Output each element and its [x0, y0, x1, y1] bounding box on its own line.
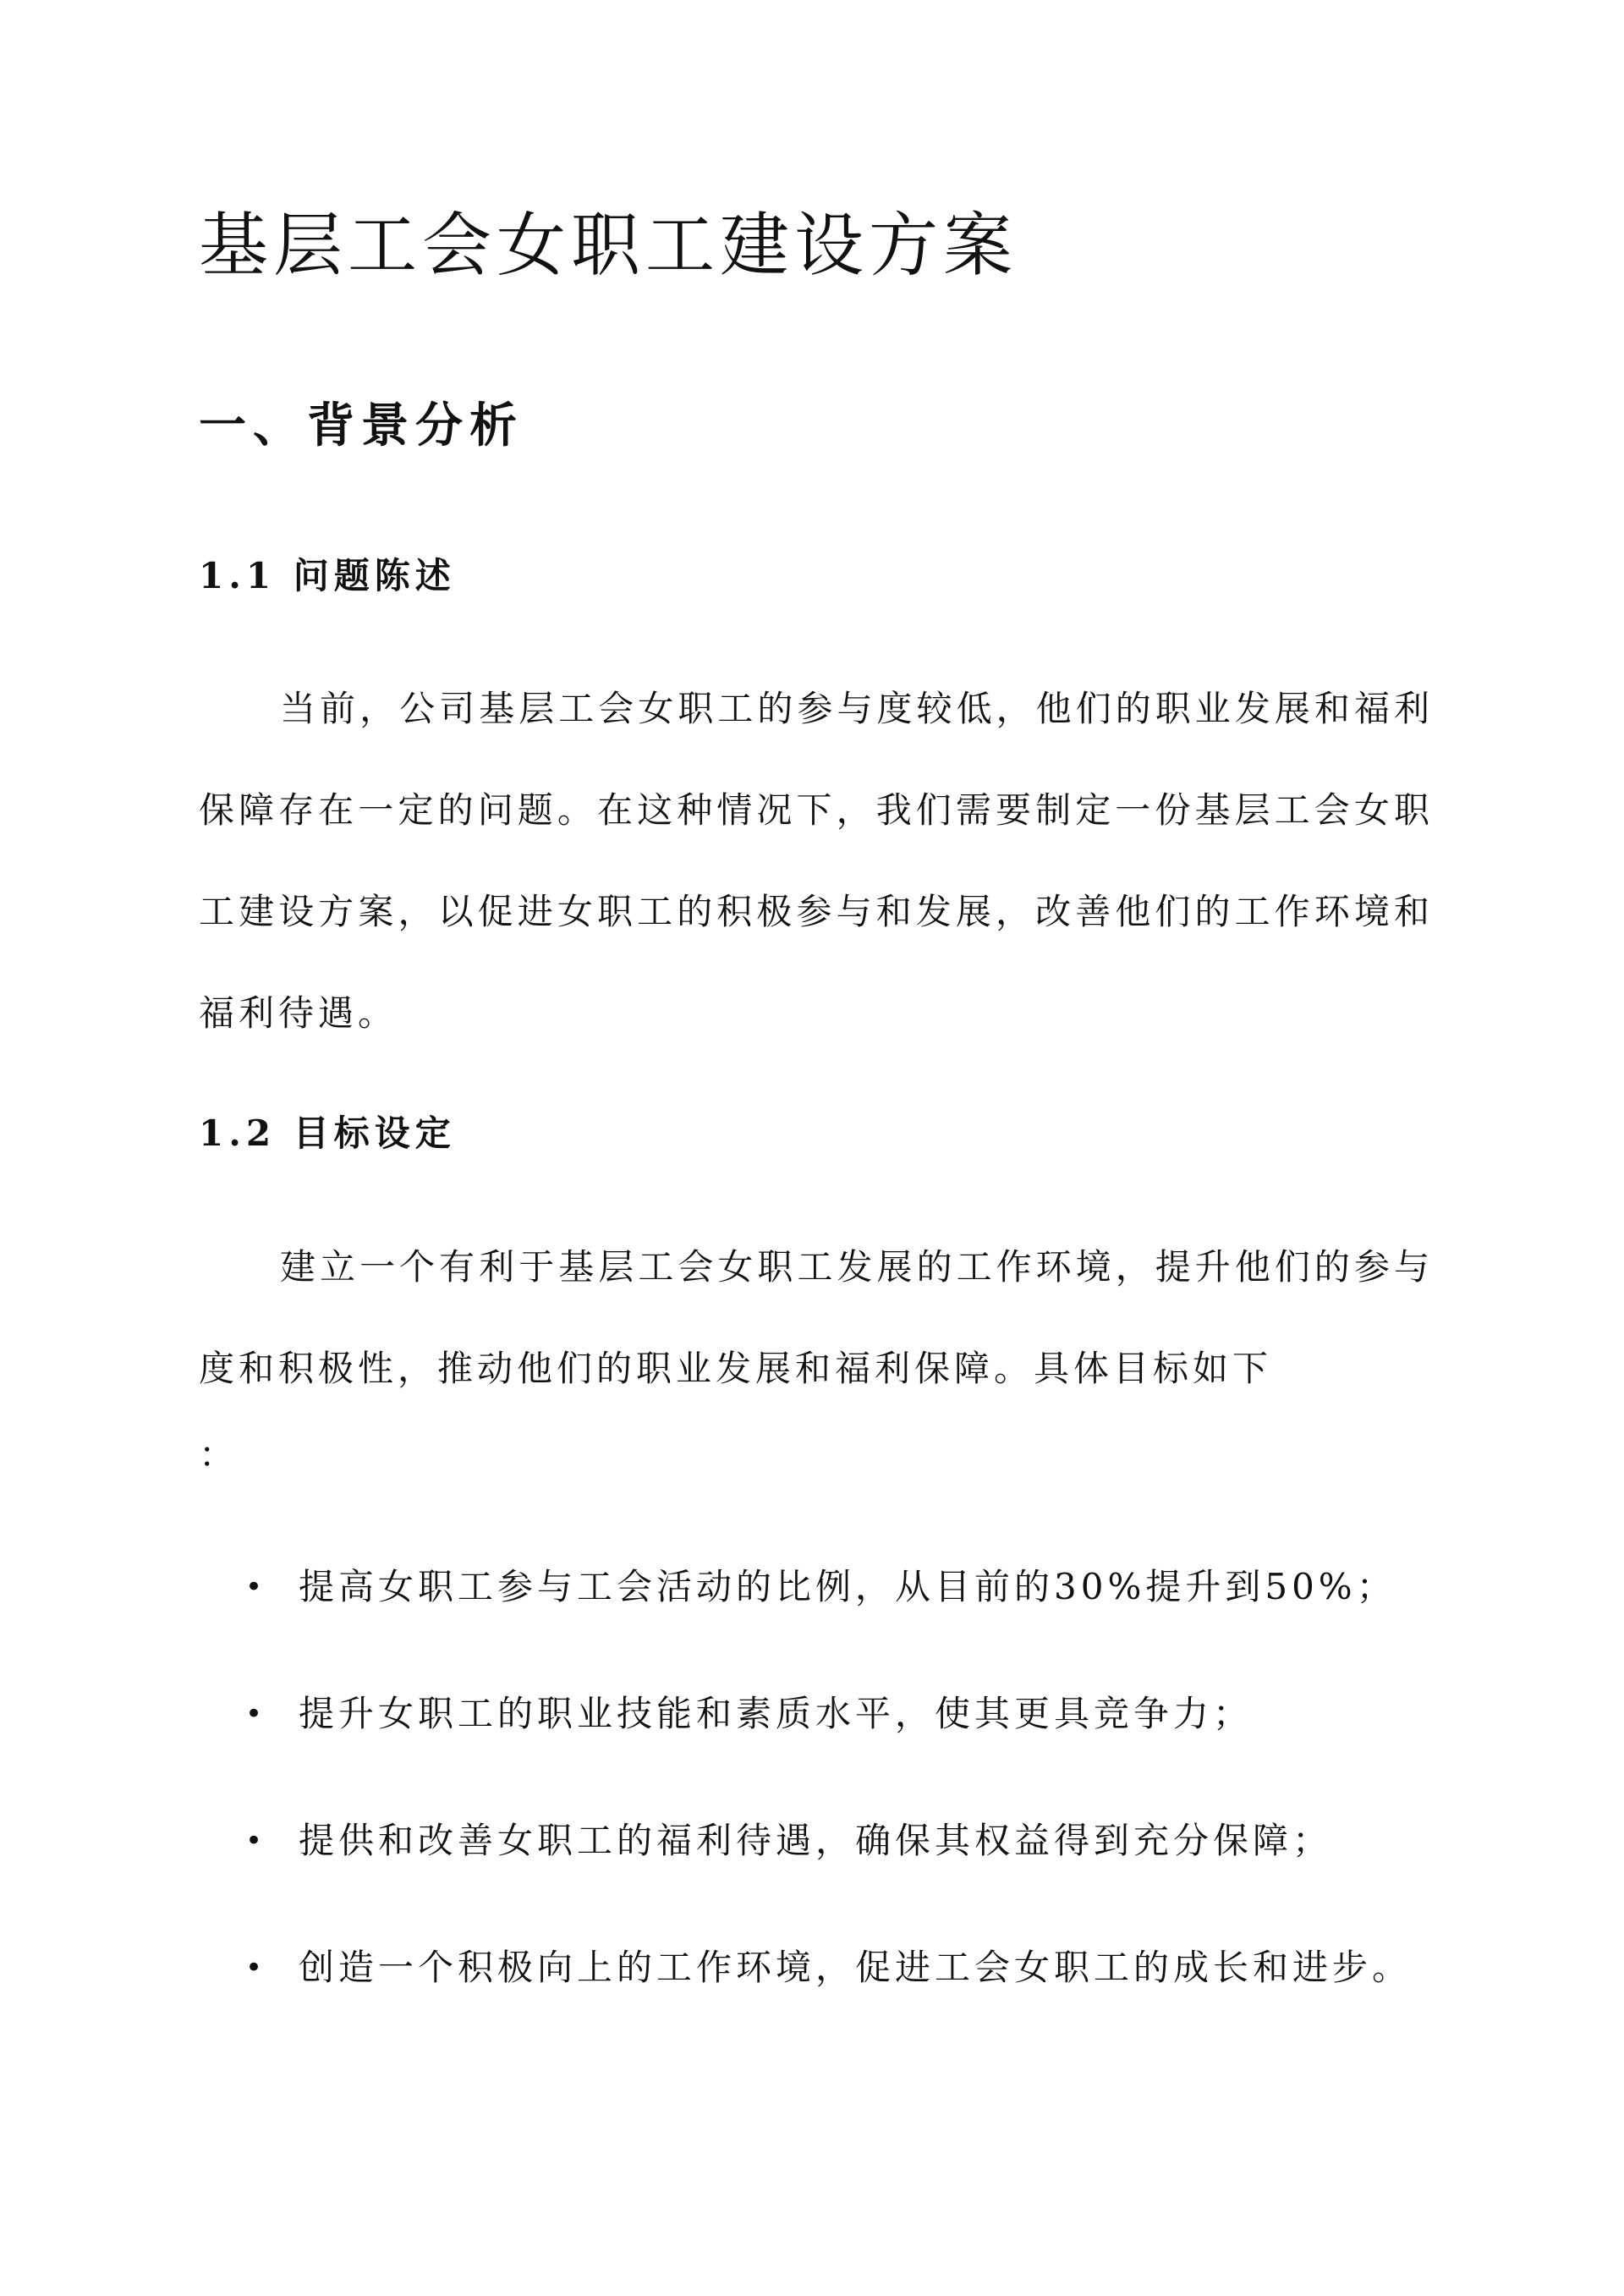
list-item — [199, 1536, 1434, 1638]
goal-list — [199, 1536, 1434, 2044]
list-item — [199, 1917, 1434, 2019]
section-heading-background-analysis: 一、背景分析 — [199, 398, 524, 453]
list-item — [199, 1790, 1434, 1892]
bullet-icon: • — [245, 1951, 267, 1985]
document-title: 基层工会女职工建设方案 — [199, 206, 1018, 286]
bullet-icon: • — [245, 1570, 267, 1604]
goal-setting-paragraph: 建立一个有利于基层工会女职工发展的工作环境，提升他们的参与度和积极性，推动他们的职业发展和福利保障。具体目标如下 — [199, 1246, 1434, 1389]
problem-statement-paragraph: 当前，公司基层工会女职工的参与度较低，他们的职业发展和福利保障存在一定的问题。在这种情况下，我们需要制定一份基层工会女职工建设方案，以促进女职工的积极参与和发展，改善他们的工作环境和福利待遇。 — [199, 688, 1434, 1034]
list-item-text: 提升女职工的职业技能和素质水平，使其更具竞争力； — [299, 1693, 1254, 1734]
list-item-text: 提高女职工参与工会活动的比例，从目前的30%提升到50%； — [299, 1566, 1396, 1607]
bullet-icon: • — [245, 1824, 267, 1858]
list-item-text: 提供和改善女职工的福利待遇，确保其权益得到充分保障； — [299, 1820, 1333, 1861]
subsection-heading-problem-statement: 1.1 问题陈述 — [199, 555, 456, 596]
goal-setting-colon: ： — [199, 1434, 235, 1475]
list-item — [199, 1663, 1434, 1765]
list-item-text: 创造一个积极向上的工作环境，促进工会女职工的成长和进步。 — [299, 1947, 1413, 1988]
subsection-heading-goal-setting: 1.2 目标设定 — [199, 1112, 456, 1154]
bullet-icon: • — [245, 1697, 267, 1731]
